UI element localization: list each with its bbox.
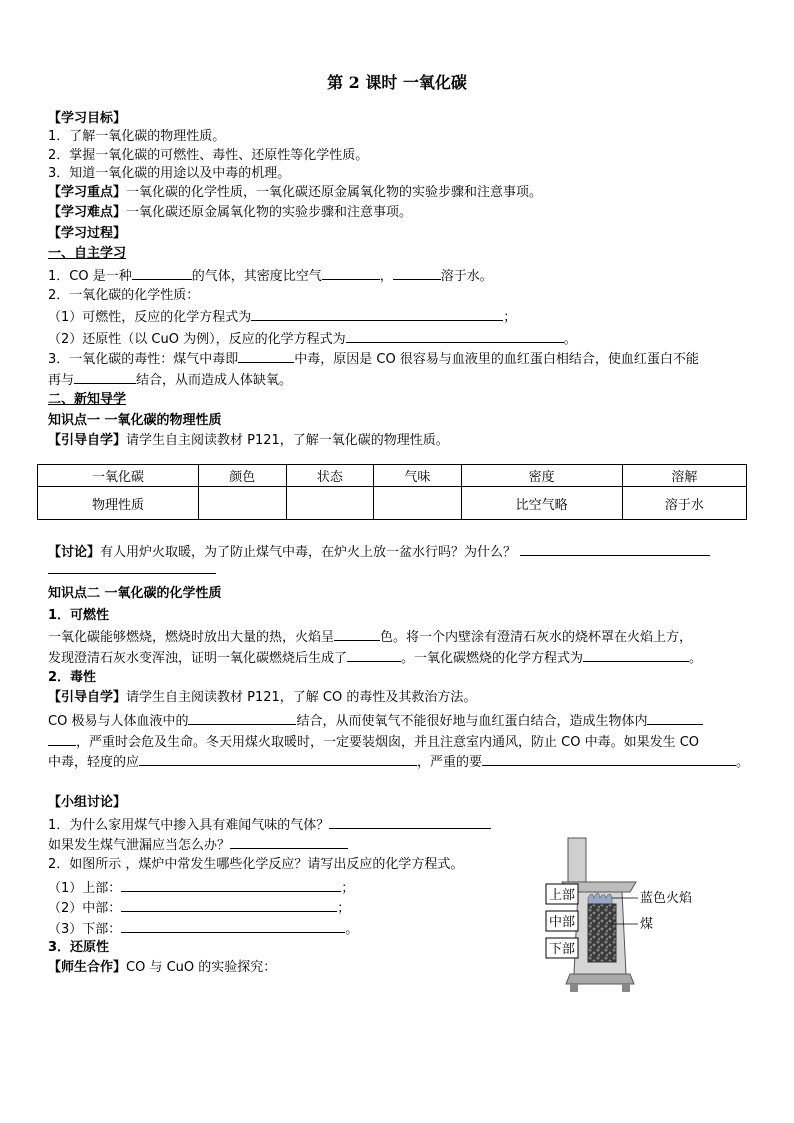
flammability-line-1 xyxy=(48,627,692,647)
toxicity-heading: 2．毒性 xyxy=(48,670,97,685)
toxicity-line-2 xyxy=(48,732,699,752)
discussion-answer-line xyxy=(48,560,216,580)
self-study-q2: 2．一氧化碳的化学性质： xyxy=(48,288,200,303)
group-q1b xyxy=(48,835,348,855)
q2-1-text: （1）可燃性，反应的化学方程式为 xyxy=(48,310,252,325)
q3-text-b: 中毒，原因是 CO 很容易与血液里的血红蛋白相结合，使血红蛋白不能 xyxy=(294,352,699,367)
self-study-heading: 一、自主学习 xyxy=(48,246,127,261)
objective-item: 1．了解一氧化碳的物理性质。 xyxy=(48,129,226,144)
guide-1-label: 【引导自学】 xyxy=(48,433,127,448)
group-part-2 xyxy=(48,898,350,918)
blank[interactable] xyxy=(121,898,337,912)
q2-1-end: ； xyxy=(503,310,517,325)
guide-1-text: 请学生自主阅读教材 P121，了解一氧化碳的物理性质。 xyxy=(126,433,449,448)
toxicity-line-3 xyxy=(48,752,749,772)
flammable-l1-b: 色。将一个内壁涂有澄清石灰水的烧杯罩在火焰上方， xyxy=(380,630,693,645)
physical-properties-table xyxy=(37,464,747,520)
table-cell[interactable] xyxy=(374,487,462,520)
table-header: 密度 xyxy=(461,465,622,487)
blank[interactable] xyxy=(334,627,380,641)
stove-leg xyxy=(570,984,578,992)
stove-leg xyxy=(622,984,630,992)
page-title: 第 2 课时 一氧化碳 xyxy=(327,73,467,92)
table-cell: 物理性质 xyxy=(38,487,199,520)
discussion-text: 有人用炉火取暖，为了防止煤气中毒，在炉火上放一盆水行吗？为什么？ xyxy=(100,545,517,560)
label-bottom: 下部 xyxy=(548,942,576,957)
part-2-label: （2）中部： xyxy=(48,901,122,916)
coal-chamber xyxy=(588,904,616,962)
reduction-line xyxy=(48,959,276,977)
process-heading: 【学习过程】 xyxy=(48,226,127,241)
chimney-pipe xyxy=(568,838,586,882)
difficulty-text: 一氧化碳还原金属氧化物的实验步骤和注意事项。 xyxy=(126,205,413,220)
toxic-l3-a: 中毒，轻度的应 xyxy=(48,755,140,770)
part-2-end: ； xyxy=(337,901,351,916)
flammable-l2-a: 发现澄清石灰水变浑浊，证明一氧化碳燃烧后生成了 xyxy=(48,651,348,666)
part-3-end: 。 xyxy=(345,922,359,937)
group-part-3 xyxy=(48,919,358,939)
blank[interactable] xyxy=(121,919,345,933)
difficulty-line xyxy=(48,204,412,222)
q2-2-text: （2）还原性（以 CuO 为例），反应的化学方程式为 xyxy=(48,332,346,347)
self-study-q3 xyxy=(48,349,699,369)
knowledge-point-2: 知识点二 一氧化碳的化学性质 xyxy=(48,586,222,601)
blank[interactable] xyxy=(346,329,564,343)
toxic-l1-b: 结合，从而使氧气不能很好地与血红蛋白结合，造成生物体内 xyxy=(296,714,648,729)
coal-label: 煤 xyxy=(640,917,654,932)
table-cell[interactable]: 比空气略 xyxy=(461,487,622,520)
self-study-q3-line2 xyxy=(48,370,292,390)
blank[interactable] xyxy=(238,349,294,363)
q1-text-a: 1．CO 是一种 xyxy=(48,269,132,284)
flammability-heading: 1．可燃性 xyxy=(48,608,110,623)
q3-text-a: 3．一氧化碳的毒性：煤气中毒即 xyxy=(48,352,239,367)
q1-text-d: 溶于水。 xyxy=(440,269,493,284)
group-q1 xyxy=(48,815,491,835)
toxic-l3-c: 。 xyxy=(736,755,750,770)
blank[interactable] xyxy=(48,732,76,746)
stove-base xyxy=(566,974,634,984)
toxic-l1-a: CO 极易与人体血液中的 xyxy=(48,714,189,729)
self-study-q1 xyxy=(48,266,493,286)
blank[interactable] xyxy=(251,307,503,321)
difficulty-label: 【学习难点】 xyxy=(48,205,127,220)
table-header: 状态 xyxy=(286,465,374,487)
discussion xyxy=(48,542,710,562)
group-discussion-heading: 【小组讨论】 xyxy=(48,795,127,810)
blank[interactable] xyxy=(322,266,380,280)
q1-text-b: 的气体，其密度比空气 xyxy=(191,269,322,284)
table-cell[interactable] xyxy=(198,487,286,520)
blank[interactable] xyxy=(74,370,136,384)
part-3-label: （3）下部： xyxy=(48,922,122,937)
blank[interactable] xyxy=(139,752,417,766)
q3-line2-a: 再与 xyxy=(48,373,75,388)
guide-1 xyxy=(48,432,449,450)
table-cell[interactable] xyxy=(286,487,374,520)
group-q1-text: 1．为什么家用煤气中掺入具有难闻气味的气体？ xyxy=(48,818,330,833)
q1-text-c: ， xyxy=(379,269,393,284)
blank[interactable] xyxy=(121,878,341,892)
key-point-text: 一氧化碳的化学性质，一氧化碳还原金属氧化物的实验步骤和注意事项。 xyxy=(126,185,543,200)
blank[interactable] xyxy=(230,835,348,849)
flammable-l2-c: 。 xyxy=(689,651,703,666)
part-1-end: ； xyxy=(341,881,355,896)
flammability-line-2 xyxy=(48,648,702,668)
table-cell[interactable]: 溶于水 xyxy=(622,487,746,520)
key-point-line xyxy=(48,184,542,202)
toxicity-guide xyxy=(48,689,476,707)
flame-label: 蓝色火焰 xyxy=(640,891,693,906)
flammable-l1-a: 一氧化碳能够燃烧，燃烧时放出大量的热，火焰呈 xyxy=(48,630,335,645)
group-q2: 2．如图所示 ，煤炉中常发生哪些化学反应？请写出反应的化学方程式。 xyxy=(48,857,464,872)
knowledge-point-1: 知识点一 一氧化碳的物理性质 xyxy=(48,413,222,428)
table-header: 溶解 xyxy=(622,465,746,487)
reduction-label: 【师生合作】 xyxy=(48,960,127,975)
self-study-q2-1 xyxy=(48,307,516,327)
toxic-l3-b: ，严重的要 xyxy=(417,755,483,770)
blank[interactable] xyxy=(647,711,703,725)
objective-item: 2．掌握一氧化碳的可燃性、毒性、还原性等化学性质。 xyxy=(48,148,369,163)
reduction-text: CO 与 CuO 的实验探究： xyxy=(126,960,277,975)
blank[interactable] xyxy=(48,560,216,574)
toxic-guide-label: 【引导自学】 xyxy=(48,690,127,705)
group-q1b-text: 如果发生煤气泄漏应当怎么办？ xyxy=(48,838,231,853)
blank[interactable] xyxy=(132,266,192,280)
table-header: 一氧化碳 xyxy=(38,465,199,487)
reduction-heading: 3．还原性 xyxy=(48,940,110,955)
discussion-label: 【讨论】 xyxy=(48,545,101,560)
blank[interactable] xyxy=(393,266,441,280)
toxic-l2-a: ，严重时会危及生命。冬天用煤火取暖时，一定要装烟囱，并且注意室内通风，防止 CO 中毒。如果发生 CO xyxy=(76,735,700,750)
group-part-1 xyxy=(48,878,354,898)
label-top: 上部 xyxy=(548,888,576,903)
toxic-guide-text: 请学生自主阅读教材 P121，了解 CO 的毒性及其救治方法。 xyxy=(126,690,477,705)
part-1-label: （1）上部： xyxy=(48,881,122,896)
blank[interactable] xyxy=(583,648,689,662)
q3-line2-b: 结合，从而造成人体缺氧。 xyxy=(136,373,293,388)
blank[interactable] xyxy=(482,752,736,766)
objectives-heading: 【学习目标】 xyxy=(48,111,127,126)
blank[interactable] xyxy=(520,542,710,556)
table-header: 颜色 xyxy=(198,465,286,487)
key-point-label: 【学习重点】 xyxy=(48,185,127,200)
label-middle: 中部 xyxy=(548,915,576,930)
self-study-q2-2 xyxy=(48,329,577,349)
coal-stove-figure xyxy=(540,836,700,996)
table-header: 气味 xyxy=(374,465,462,487)
objective-item: 3．知道一氧化碳的用途以及中毒的机理。 xyxy=(48,166,291,181)
blank[interactable] xyxy=(347,648,401,662)
new-study-heading: 二、新知导学 xyxy=(48,392,127,407)
q2-2-end: 。 xyxy=(563,332,577,347)
blank[interactable] xyxy=(188,711,296,725)
flammable-l2-b: 。一氧化碳燃烧的化学方程式为 xyxy=(401,651,584,666)
toxicity-line-1 xyxy=(48,711,703,731)
blank[interactable] xyxy=(329,815,491,829)
